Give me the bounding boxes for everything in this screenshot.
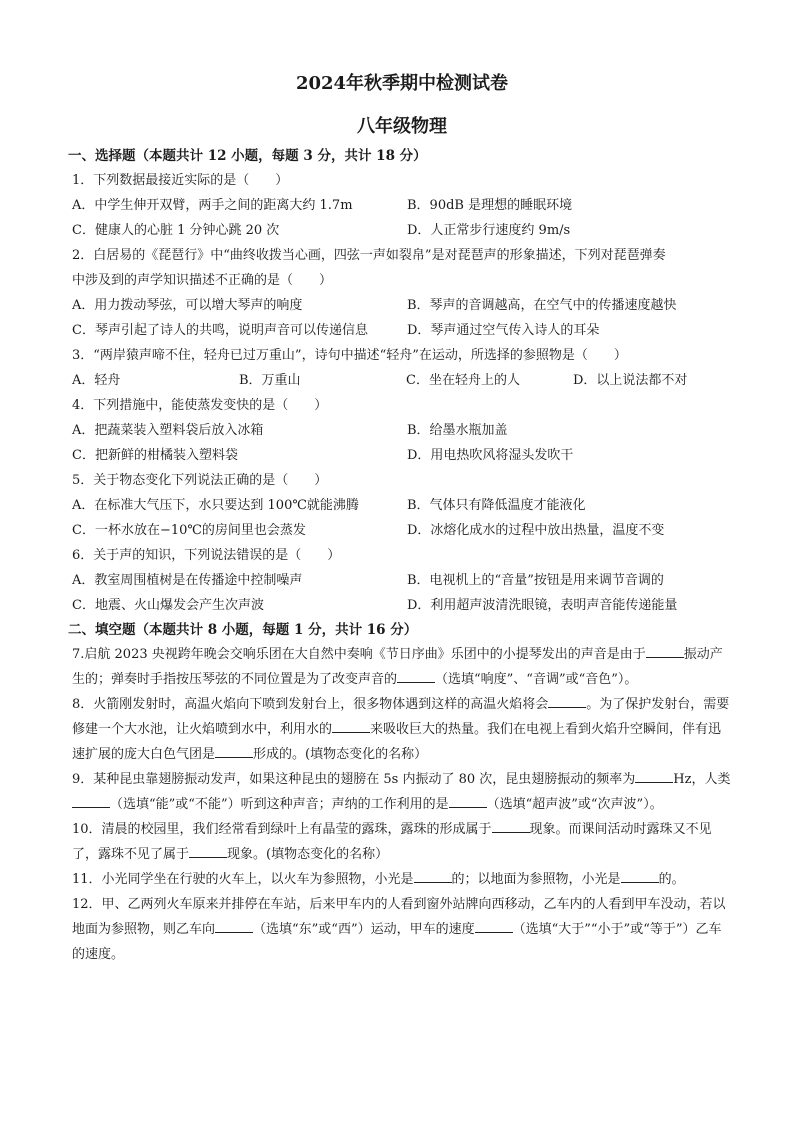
answer-blank[interactable]: [215, 918, 253, 933]
option-a: A．教室周围植树是在传播途中控制噪声: [72, 573, 303, 588]
question-12-text-5: 于”“小于”或“等于”）乙车的速度。: [72, 922, 722, 962]
question-8-text-4: 来吸收巨大的热量。我们在电视上看到火焰: [370, 722, 618, 737]
question-7: [72, 642, 732, 692]
question-10-text-1: 10．清晨的校园里，我们经常看到绿叶上有晶莹的露珠，露珠的形成属于: [72, 822, 492, 837]
question-12-text-2: 动，若以地面为参照物，则乙车向: [72, 897, 726, 937]
question-7-text-1: 7.启航 2023 央视跨年晚会交响乐团在大自然中奏响《节日序曲》乐团中的小提琴发出的声音是由于: [72, 647, 646, 662]
option-d: D．利用超声波清洗眼镜，表明声音能传递能量: [407, 598, 678, 613]
question-10-text-4: 现象。(填物态变化的名称）: [227, 847, 389, 862]
answer-blank[interactable]: [492, 818, 530, 833]
question-2-stem-line-2: 中涉及到的声学知识描述不正确的是（ ）: [72, 273, 333, 288]
question-5-options-row-2: [72, 518, 732, 543]
question-2-stem-line-1: 2．白居易的《琵琶行》中“曲终收拨当心画，四弦一声如裂帛”是对琵琶声的形象描述，下列对琵琶弹奏: [72, 248, 666, 263]
answer-blank[interactable]: [475, 918, 513, 933]
question-5-options-row-1: [72, 493, 732, 518]
question-9-text-1: 9．某种昆虫靠翅膀振动发声，如果这种昆虫的翅膀在 5s 内振动了 80 次，昆虫翅膀振动的频率为: [72, 772, 636, 787]
answer-blank[interactable]: [72, 793, 110, 808]
answer-blank[interactable]: [414, 868, 452, 883]
question-1-options-row-1: [72, 193, 732, 218]
question-8-text-6: 形成的。(填物态变化的名称）: [253, 747, 428, 762]
answer-blank[interactable]: [635, 768, 673, 783]
option-a: A．用力拨动琴弦，可以增大琴声的响度: [72, 298, 303, 313]
option-c: C．健康人的心脏 1 分钟心跳 20 次: [72, 223, 280, 238]
question-10-text-3: 又不见了，露珠不见了属于: [72, 822, 712, 862]
option-b: B．电视机上的“音量”按钮是用来调节音调的: [407, 573, 664, 588]
option-a: A．轻舟: [72, 373, 121, 388]
answer-blank[interactable]: [332, 718, 370, 733]
answer-blank[interactable]: [621, 868, 659, 883]
question-9-text-2: Hz，人类: [673, 772, 731, 787]
answer-blank[interactable]: [397, 668, 435, 683]
question-8-text-2: 。为了保护发射: [586, 697, 678, 712]
section-heading-fill-in: 二、填空题（本题共计 8 小题，每题 1 分，共计 16 分）: [68, 622, 418, 638]
question-8-text-1: 8．火箭刚发射时，高温火焰向下喷到发射台上，很多物体遇到这样的高温火焰将会: [72, 697, 549, 712]
option-a: A．在标准大气压下，水只要达到 100℃就能沸腾: [72, 498, 359, 513]
option-c: C．地震、火山爆发会产生次声波: [72, 598, 264, 613]
question-3-options-row: [72, 368, 732, 393]
question-1-options-row-2: [72, 218, 732, 243]
question-7-text-2: 振动产生的；弹奏时手指按压琴弦的不同位置是为了改变声音的: [72, 647, 723, 687]
answer-blank[interactable]: [215, 743, 253, 758]
question-7-text-3: （选填“响度”、“音调”或“音: [435, 672, 599, 687]
option-d: D．琴声通过空气传入诗人的耳朵: [407, 323, 600, 338]
exam-page: [68, 68, 732, 967]
exam-title: 2024年秋季期中检测试卷: [295, 73, 509, 94]
question-9-text-5: 波”或“次声波”）。: [558, 797, 663, 812]
section-heading-choice: 一、选择题（本题共计 12 小题，每题 3 分，共计 18 分）: [68, 148, 427, 164]
question-9-text-3: （选填“能”或“不能”）听到这种声音；声纳的工作利用的是: [110, 797, 449, 812]
answer-blank[interactable]: [449, 793, 487, 808]
option-c: C．坐在轻舟上的人: [406, 373, 520, 388]
option-d: D．人正常步行速度约 9m/s: [407, 223, 571, 238]
question-9-text-4: （选填“超声: [486, 797, 559, 812]
question-8: [72, 692, 732, 767]
answer-blank[interactable]: [189, 843, 227, 858]
question-9: [72, 767, 732, 817]
option-b: B．万重山: [239, 373, 301, 388]
question-4-stem: 4．下列措施中，能使蒸发变快的是（ ）: [72, 398, 328, 413]
question-3-stem: 3．“两岸猿声啼不住，轻舟已过万重山”，诗句中描述“轻舟”在运动，所选择的参照物是（ ）: [72, 348, 627, 363]
question-11-text-1: 11．小光同学坐在行驶的火车上，以火车为参照物，小光是: [72, 872, 414, 887]
option-d: D．冰熔化成水的过程中放出热量，温度不变: [407, 523, 665, 538]
exam-subtitle: 八年级物理: [357, 116, 447, 137]
option-a: A．中学生伸开双臂，两手之间的距离大约 1.7m: [72, 198, 353, 213]
question-12-text-1: 12．甲、乙两列火车原来并排停在车站，后来甲车内的人看到窗外站牌向西移动，乙车内的人看到甲车没: [72, 897, 674, 912]
question-1-stem: 1．下列数据最接近实际的是（ ）: [72, 173, 289, 188]
question-2-options-row-2: [72, 318, 732, 343]
option-b: B．气体只有降低温度才能液化: [407, 498, 586, 513]
question-12-text-3: （选填“东”或“西”）运动，甲车的速度: [253, 922, 475, 937]
question-6-options-row-2: [72, 593, 732, 618]
question-8-text-3: 台，需要修建一个大水池，让火焰喷到水中，利用水的: [72, 697, 730, 737]
question-10-text-2: 现象。而课间活动时露珠: [529, 822, 673, 837]
question-2-options-row-1: [72, 293, 732, 318]
question-6-stem: 6．关于声的知识，下列说法错误的是（ ）: [72, 548, 341, 563]
question-7-text-4: 色”）。: [598, 672, 638, 687]
question-8-text-5: 升空瞬间，伴有迅速扩展的庞大白色气团是: [72, 722, 722, 762]
option-b: B．给墨水瓶加盖: [407, 423, 508, 438]
option-d: D．用电热吹风将湿头发吹干: [407, 448, 574, 463]
question-11-text-2: 的；以地面为参照物，小光是: [451, 872, 621, 887]
question-5-stem: 5．关于物态变化下列说法正确的是（ ）: [72, 473, 328, 488]
option-a: A．把蔬菜装入塑料袋后放入冰箱: [72, 423, 264, 438]
answer-blank[interactable]: [646, 643, 684, 658]
question-11-text-3: 的。: [658, 872, 685, 887]
option-d: D．以上说法都不对: [573, 373, 688, 388]
question-12-text-4: （选填“大: [512, 922, 572, 937]
question-4-options-row-2: [72, 443, 732, 468]
question-11: [72, 867, 732, 892]
question-12: [72, 892, 732, 967]
option-c: C．把新鲜的柑橘装入塑料袋: [72, 448, 238, 463]
question-6-options-row-1: [72, 568, 732, 593]
option-c: C．一杯水放在−10℃的房间里也会蒸发: [72, 523, 306, 538]
question-10: [72, 817, 732, 867]
option-b: B．90dB 是理想的睡眠环境: [407, 198, 573, 213]
option-b: B．琴声的音调越高，在空气中的传播速度越快: [407, 298, 677, 313]
answer-blank[interactable]: [548, 693, 586, 708]
question-4-options-row-1: [72, 418, 732, 443]
option-c: C．琴声引起了诗人的共鸣，说明声音可以传递信息: [72, 323, 368, 338]
